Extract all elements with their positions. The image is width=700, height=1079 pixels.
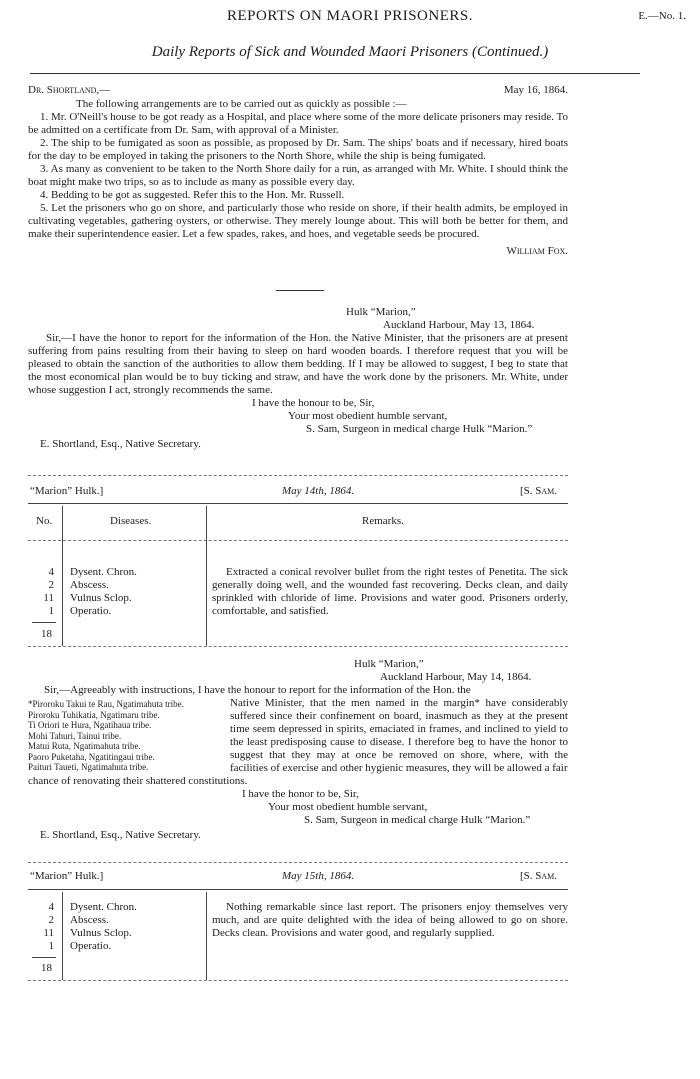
row-count: 4 <box>48 901 54 913</box>
row-disease: Dysent. Chron. <box>70 901 137 913</box>
running-head-title: REPORTS ON MAORI PRISONERS. <box>227 8 473 24</box>
report-ship: “Marion” Hulk.] <box>30 485 104 497</box>
margin-name: Ti Oriori te Hura, Ngatihaua tribe. <box>28 720 152 730</box>
report-top-rule <box>28 475 568 476</box>
margin-name: Mohi Tahuri, Tainui tribe. <box>28 730 122 741</box>
letter-closing-servant: Your most obedient humble servant, <box>288 410 448 422</box>
column-header-diseases: Diseases. <box>110 515 152 527</box>
memo-item-3: 3. As many as convenient to be taken to the North Shore daily for a run, as arranged with Mr. White. I should think the boat might make two trips, so as to include as many as possible every day. <box>28 163 568 188</box>
report-total: 18 <box>41 962 52 974</box>
column-divider <box>62 892 63 980</box>
report-date: May 15th, 1864. <box>282 870 355 882</box>
memo-fox <box>28 84 568 258</box>
letter-recipient: E. Shortland, Esq., Native Secretary. <box>40 438 201 450</box>
margin-name: Paoro Puketaha, Ngatitingaui tribe. <box>28 751 155 762</box>
row-count: 4 <box>48 566 54 578</box>
document-code: E.—No. 1. <box>638 10 686 22</box>
letter-closing-servant: Your most obedient humble servant, <box>268 801 428 813</box>
letter-dateline: Auckland Harbour, May 14, 1864. <box>380 671 532 683</box>
letter-body-end: chance of renovating their shattered constitutions. <box>28 775 248 787</box>
report-top-rule <box>28 862 568 863</box>
total-rule <box>32 622 56 623</box>
report-signer: [S. Sam. <box>520 870 558 882</box>
row-count: 2 <box>48 579 54 591</box>
memo-intro: The following arrangements are to be carried out as quickly as possible :— <box>76 98 407 110</box>
letter-may-13 <box>28 306 568 451</box>
report-numbers <box>28 901 54 953</box>
row-disease: Abscess. <box>70 579 109 591</box>
column-header-no: No. <box>36 515 53 527</box>
report-ship: “Marion” Hulk.] <box>30 870 104 882</box>
report-remarks: Nothing remarkable since last report. The prisoners enjoy themselves very much, and are quite delighted with the idea of being allowed to go on shore. Decks clean. Provisions and water good, and regularly supplied. <box>212 901 568 939</box>
column-header-remarks: Remarks. <box>362 515 404 527</box>
report-header-rule <box>28 503 568 504</box>
letter-signer: S. Sam, Surgeon in medical charge Hulk “Marion.” <box>306 423 533 435</box>
row-disease: Operatio. <box>70 940 112 952</box>
memo-item-2: 2. The ship to be fumigated as soon as possible, as proposed by Dr. Sam. The ships' boats and if necessary, hired boats for the day to be employed in taking the prisoners to the North Shore, while the ship is being fumigated. <box>28 137 568 162</box>
report-remarks: Extracted a conical revolver bullet from the right testes of Penetita. The sick generally doing well, and the wounded fast recovering. Decks clean, and daily sprinkled with chloride of lime. Provisions and water good. Prisoners orderly, comfortable, and satisfied. <box>212 566 568 617</box>
column-divider <box>206 892 207 980</box>
row-disease: Dysent. Chron. <box>70 566 137 578</box>
report-date: May 14th, 1864. <box>282 485 355 497</box>
report-bottom-rule <box>28 980 568 981</box>
letter-body-main: Native Minister, that the men named in the margin* have considerably suffered since their confinement on board, inasmuch as they at the present time seem depressed in spirits, emaciated in frames, and inclined to yield to the least predisposing cause to disease. I therefore beg to have the honor to suggest that they may at once be removed on shore, where, with the facilities of exercise and other hygienic measures, they will be allowed a fair <box>230 697 568 774</box>
letter-body: Sir,—I have the honor to report for the information of the Hon. the Native Minister, that the prisoners are at present suffering from pains resulting from their having to sleep on hard wooden boards. I therefore request that you will be pleased to obtain the sanction of the authorities to allow them bedding. If I may be allowed to suggest, I beg to state that the most economical plan would be to buy ticking and straw, and have the work done by the prisoners. Mr. White, under whose suggestion I act, strongly recommends the same. <box>28 332 568 396</box>
row-count: 2 <box>48 914 54 926</box>
report-bottom-rule <box>28 646 568 647</box>
total-rule <box>32 957 56 958</box>
memo-addressee: Dr. Shortland,— <box>28 84 111 96</box>
row-count: 11 <box>43 927 54 939</box>
row-disease: Operatio. <box>70 605 112 617</box>
report-numbers <box>28 566 54 618</box>
letter-place: Hulk “Marion,” <box>354 658 424 670</box>
report-diseases <box>70 901 200 953</box>
memo-signature: William Fox. <box>506 245 568 257</box>
report-subheader-rule <box>28 540 568 541</box>
row-disease: Vulnus Sclop. <box>70 927 132 939</box>
letter-recipient: E. Shortland, Esq., Native Secretary. <box>40 829 201 841</box>
column-divider <box>206 506 207 646</box>
row-count: 11 <box>43 592 54 604</box>
divider <box>30 73 640 74</box>
margin-name: *Piroroku Takui te Rau, Ngatimahuta tribe. <box>28 699 184 709</box>
letter-place: Hulk “Marion,” <box>346 306 416 318</box>
letter-body-intro: Sir,—Agreeably with instructions, I have the honour to report for the information of the Hon. the <box>44 684 471 696</box>
letter-signer: S. Sam, Surgeon in medical charge Hulk “Marion.” <box>304 814 531 826</box>
memo-item-5: 5. Let the prisoners who go on shore, and particularly those who reside on shore, if their health admits, be employed in cultivating vegetables, gathering oysters, or otherwise. They merely lounge about. This will both be better for them, and make their superintendence easier. Let a few spades, rakes, and hoes, and vegetable seeds be procured. <box>28 202 568 240</box>
column-divider <box>62 506 63 646</box>
memo-item-1: 1. Mr. O'Neill's house to be got ready as a Hospital, and place where some of the more delicate prisoners may reside. To be admitted on a certificate from Dr. Sam, with approval of a Minister. <box>28 111 568 136</box>
margin-name: Matui Ruta, Ngatimahuta tribe. <box>28 741 141 751</box>
row-count: 1 <box>48 605 54 617</box>
report-signer: [S. Sam. <box>520 485 558 497</box>
letter-closing: I have the honour to be, Sir, <box>252 397 375 409</box>
report-header-rule <box>28 889 568 890</box>
row-disease: Abscess. <box>70 914 109 926</box>
row-count: 1 <box>48 940 54 952</box>
report-diseases <box>70 566 200 618</box>
page-subtitle: Daily Reports of Sick and Wounded Maori Prisoners (Continued.) <box>151 44 549 60</box>
short-divider <box>276 290 324 291</box>
memo-item-4: 4. Bedding to be got as suggested. Refer this to the Hon. Mr. Russell. <box>40 189 345 201</box>
memo-date: May 16, 1864. <box>503 84 568 96</box>
margin-name: Piroroku Tuhikatia, Ngatimaru tribe. <box>28 709 160 720</box>
letter-closing: I have the honor to be, Sir, <box>242 788 359 800</box>
letter-may-14 <box>28 658 568 842</box>
margin-note <box>28 697 230 775</box>
margin-name: Paituri Taueti, Ngatimahuta tribe. <box>28 762 149 772</box>
report-total: 18 <box>41 628 52 640</box>
row-disease: Vulnus Sclop. <box>70 592 132 604</box>
letter-dateline: Auckland Harbour, May 13, 1864. <box>383 319 535 331</box>
